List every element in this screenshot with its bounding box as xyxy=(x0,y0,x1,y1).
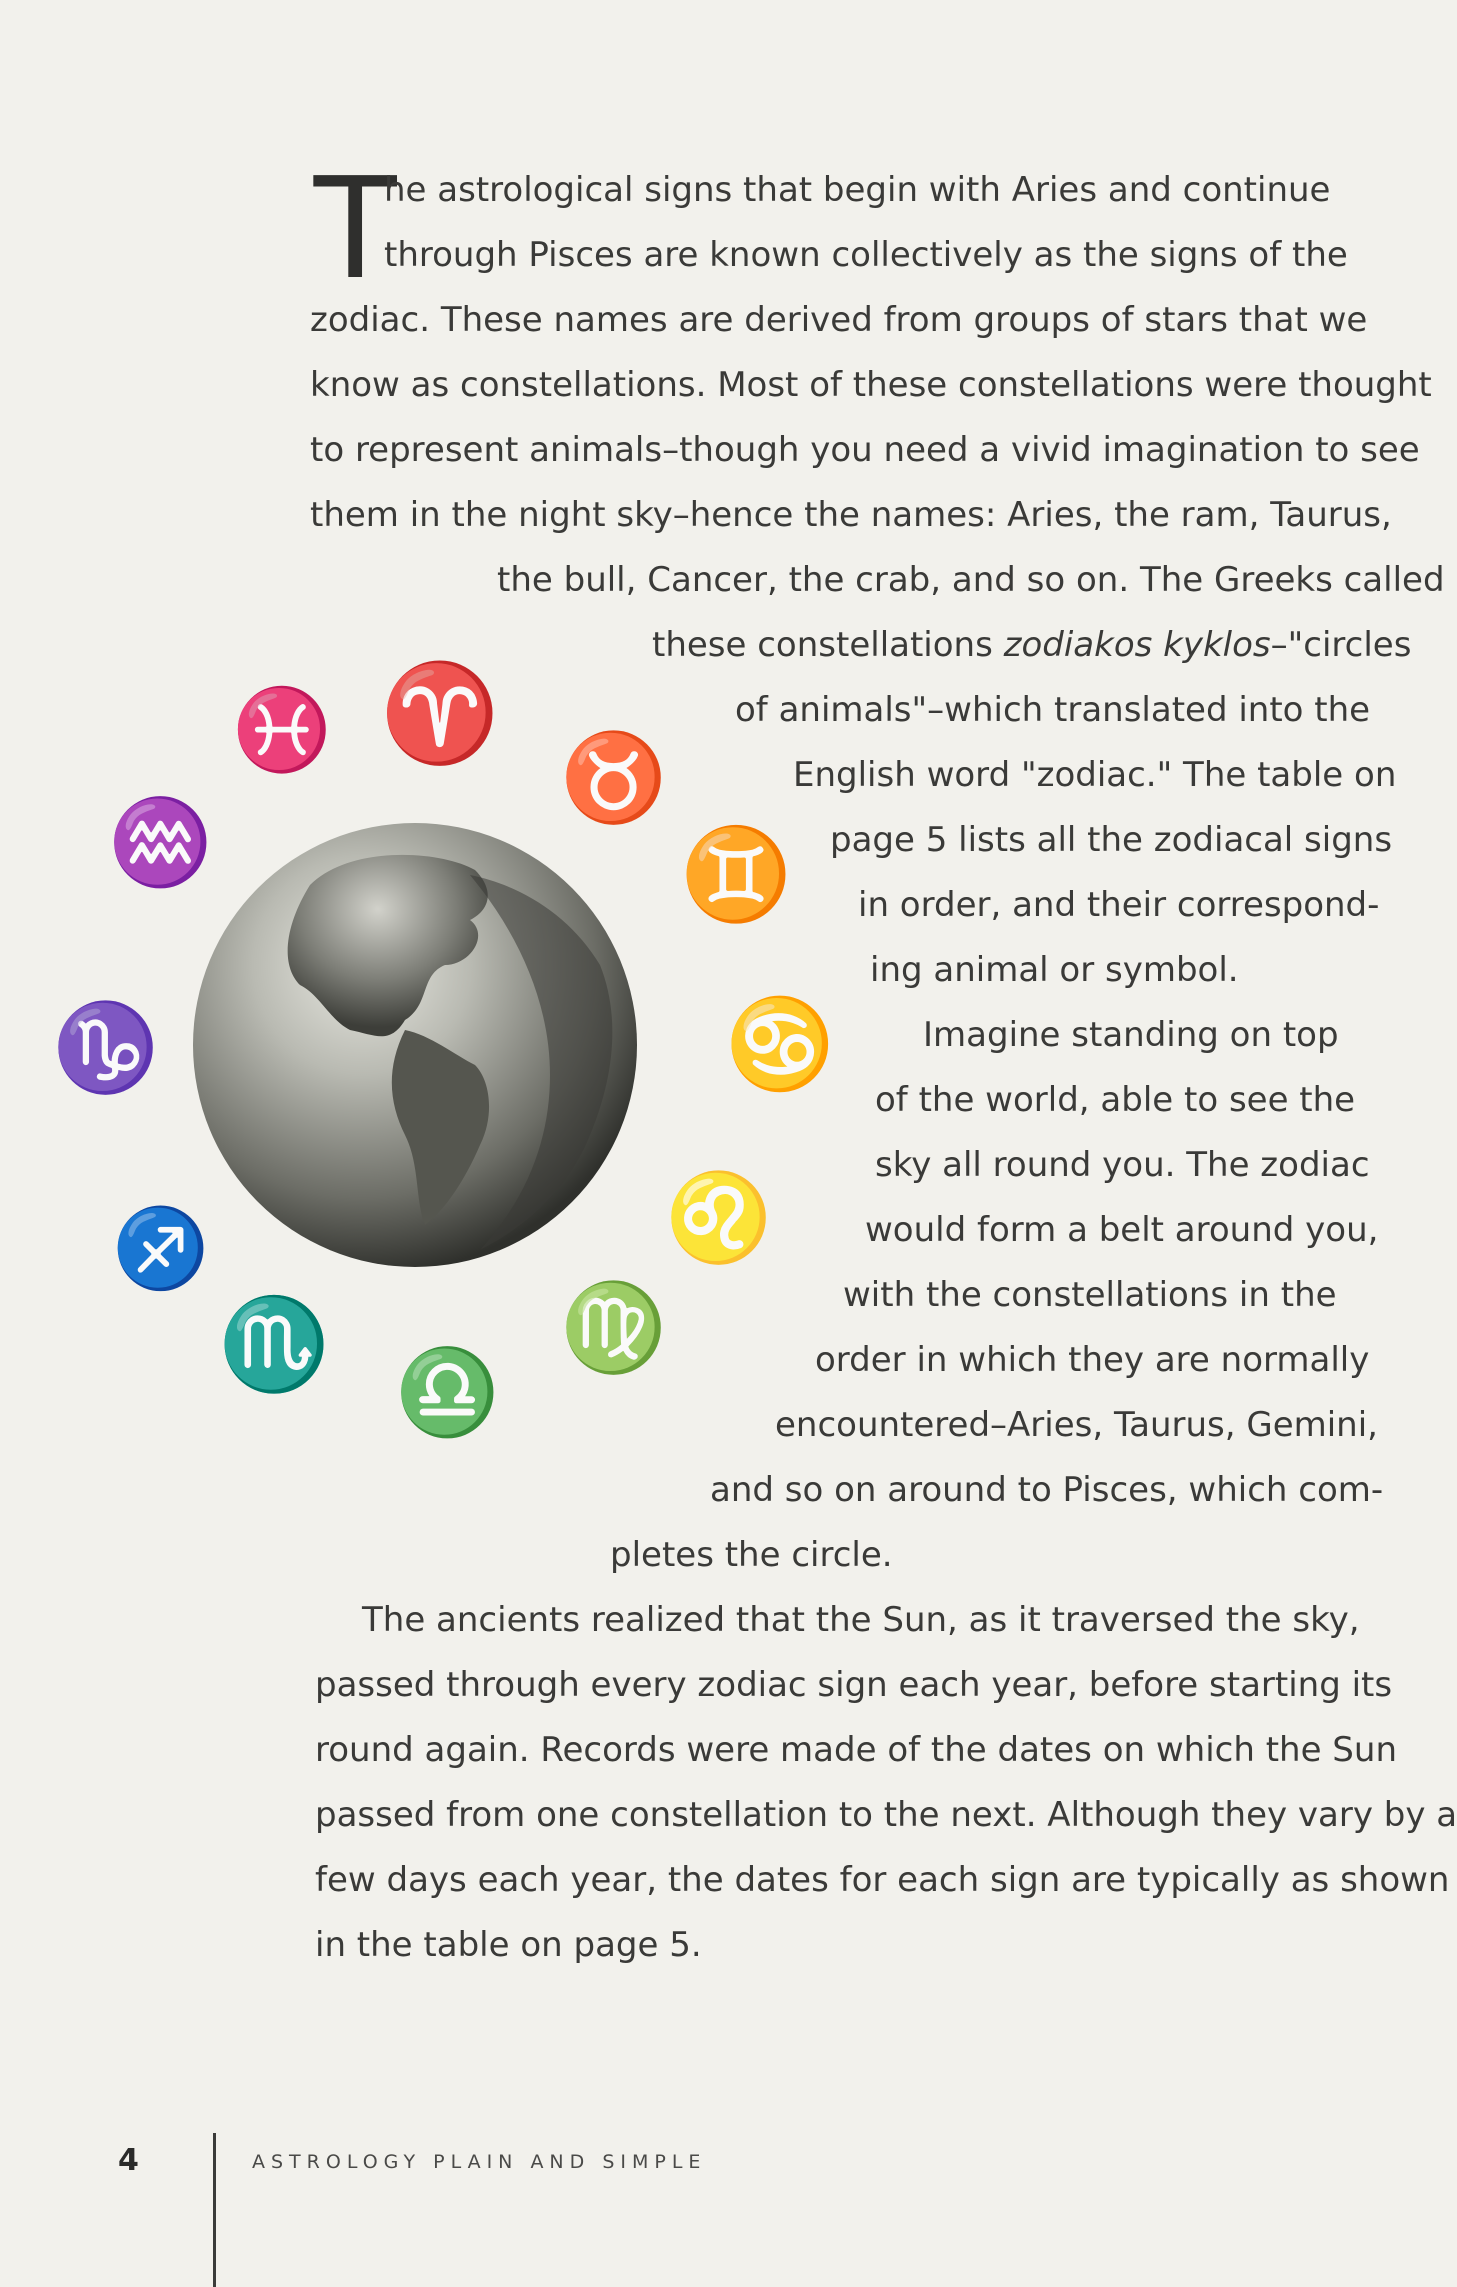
footer-rule xyxy=(213,2133,216,2287)
body-line: he astrological signs that begin with Aries and continue xyxy=(384,170,1331,210)
body-line: would form a belt around you, xyxy=(865,1210,1379,1250)
libra-icon: ♎ xyxy=(395,1343,500,1441)
page-number: 4 xyxy=(118,2143,139,2178)
body-line: English word "zodiac." The table on xyxy=(793,755,1397,795)
sagittarius-icon: ♐ xyxy=(112,1204,210,1294)
aquarius-icon: ♒ xyxy=(108,793,213,891)
body-line: zodiac. These names are derived from groups of stars that we xyxy=(310,300,1368,340)
body-line-italic-term xyxy=(652,623,1412,667)
pisces-icon: ♓ xyxy=(232,683,332,776)
line-prefix: these constellations xyxy=(652,625,1004,665)
body-line: passed through every zodiac sign each year, before starting its xyxy=(315,1665,1393,1705)
capricorn-icon: ♑ xyxy=(52,998,160,1098)
body-line: ing animal or symbol. xyxy=(870,950,1239,990)
greek-term: zodiakos kyklos xyxy=(1003,625,1271,665)
body-line: round again. Records were made of the dates on which the Sun xyxy=(315,1730,1397,1770)
body-line: and so on around to Pisces, which com- xyxy=(710,1470,1384,1510)
body-line: order in which they are normally xyxy=(815,1340,1370,1380)
body-line: The ancients realized that the Sun, as it traversed the sky, xyxy=(362,1600,1360,1640)
body-line: sky all round you. The zodiac xyxy=(875,1145,1370,1185)
body-line: of animals"–which translated into the xyxy=(735,690,1371,730)
body-line: Imagine standing on top xyxy=(923,1015,1339,1055)
line-suffix: –"circles xyxy=(1270,625,1412,665)
body-line: to represent animals–though you need a vivid imagination to see xyxy=(310,430,1420,470)
scorpio-icon: ♏ xyxy=(218,1292,331,1397)
leo-icon: ♌ xyxy=(665,1168,773,1268)
aries-icon: ♈ xyxy=(380,657,500,769)
virgo-icon: ♍ xyxy=(560,1278,668,1378)
body-line: encountered–Aries, Taurus, Gemini, xyxy=(775,1405,1378,1445)
globe-illustration xyxy=(190,815,650,1275)
body-line: through Pisces are known collectively as the signs of the xyxy=(384,235,1348,275)
body-line: know as constellations. Most of these constellations were thought xyxy=(310,365,1432,405)
gemini-icon: ♊ xyxy=(680,822,793,927)
body-line: the bull, Cancer, the crab, and so on. The Greeks called xyxy=(497,560,1445,600)
cancer-icon: ♋ xyxy=(725,992,835,1095)
body-line: page 5 lists all the zodiacal signs xyxy=(830,820,1393,860)
body-line: in the table on page 5. xyxy=(315,1925,702,1965)
taurus-icon: ♉ xyxy=(560,728,668,828)
body-line: with the constellations in the xyxy=(843,1275,1337,1315)
running-head: ASTROLOGY PLAIN AND SIMPLE xyxy=(252,2151,707,2173)
body-line: passed from one constellation to the next. Although they vary by a xyxy=(315,1795,1457,1835)
body-line: them in the night sky–hence the names: Aries, the ram, Taurus, xyxy=(310,495,1392,535)
drop-cap: T xyxy=(310,144,401,309)
body-line: in order, and their correspond- xyxy=(858,885,1380,925)
body-line: pletes the circle. xyxy=(610,1535,893,1575)
body-line: few days each year, the dates for each sign are typically as shown xyxy=(315,1860,1450,1900)
body-line: of the world, able to see the xyxy=(875,1080,1356,1120)
